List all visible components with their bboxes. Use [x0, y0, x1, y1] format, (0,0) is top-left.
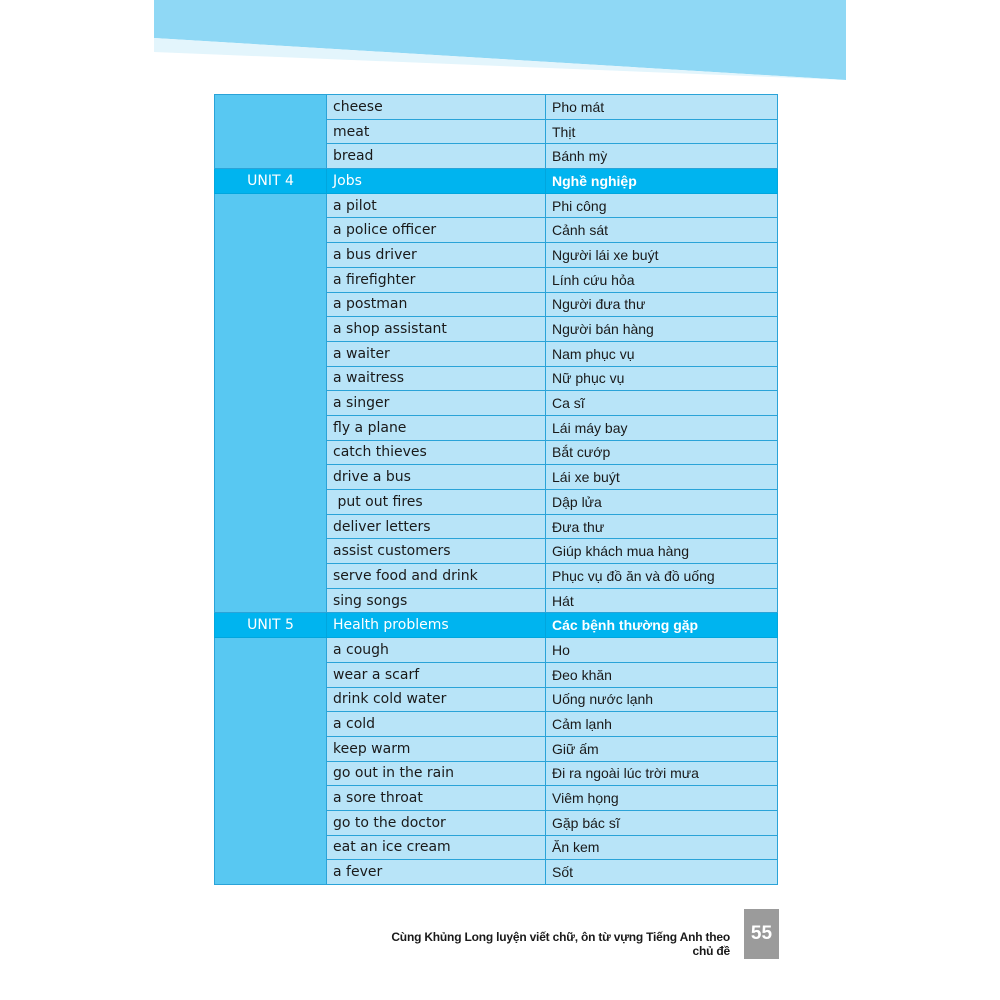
word-vietnamese: Người lái xe buýt — [546, 243, 778, 268]
table-row — [215, 638, 778, 663]
topic-vietnamese: Nghề nghiệp — [546, 169, 778, 194]
word-english: drive a bus — [327, 465, 546, 490]
word-vietnamese: Đi ra ngoài lúc trời mưa — [546, 761, 778, 786]
word-vietnamese: Đeo khăn — [546, 662, 778, 687]
word-vietnamese: Người bán hàng — [546, 317, 778, 342]
word-english: meat — [327, 119, 546, 144]
word-english: cheese — [327, 95, 546, 120]
unit-header-row — [215, 169, 778, 194]
word-vietnamese: Lái máy bay — [546, 415, 778, 440]
vocabulary-table-body — [215, 95, 778, 885]
word-english: drink cold water — [327, 687, 546, 712]
unit-label: UNIT 4 — [215, 169, 327, 194]
topic-english: Health problems — [327, 613, 546, 638]
word-english: serve food and drink — [327, 564, 546, 589]
word-english: sing songs — [327, 588, 546, 613]
word-english: bread — [327, 144, 546, 169]
word-english: a waiter — [327, 341, 546, 366]
unit-header-row — [215, 613, 778, 638]
top-banner — [154, 0, 846, 80]
word-english: wear a scarf — [327, 662, 546, 687]
unit-group-cell — [215, 638, 327, 885]
word-english: a cold — [327, 712, 546, 737]
page-number-tab: 55 — [744, 909, 779, 959]
word-vietnamese: Phục vụ đồ ăn và đồ uống — [546, 564, 778, 589]
word-english: a waitress — [327, 366, 546, 391]
word-vietnamese: Cảm lạnh — [546, 712, 778, 737]
word-vietnamese: Giữ ấm — [546, 736, 778, 761]
banner-shape — [154, 0, 846, 80]
footer-caption: Cùng Khủng Long luyện viết chữ, ôn từ vựng Tiếng Anh theo chủ đề — [391, 930, 730, 958]
table-row — [215, 95, 778, 120]
word-vietnamese: Hát — [546, 588, 778, 613]
table-row — [215, 193, 778, 218]
word-english: eat an ice cream — [327, 835, 546, 860]
word-english: a fever — [327, 860, 546, 885]
word-english: fly a plane — [327, 415, 546, 440]
word-english: a postman — [327, 292, 546, 317]
topic-vietnamese: Các bệnh thường gặp — [546, 613, 778, 638]
word-english: assist customers — [327, 539, 546, 564]
unit-group-cell — [215, 193, 327, 613]
word-vietnamese: Viêm họng — [546, 786, 778, 811]
word-vietnamese: Sốt — [546, 860, 778, 885]
word-vietnamese: Nam phục vụ — [546, 341, 778, 366]
word-english: go to the doctor — [327, 810, 546, 835]
unit-group-cell — [215, 95, 327, 169]
word-english: a bus driver — [327, 243, 546, 268]
word-english: a sore throat — [327, 786, 546, 811]
word-english: deliver letters — [327, 514, 546, 539]
word-english: a police officer — [327, 218, 546, 243]
word-english: go out in the rain — [327, 761, 546, 786]
word-vietnamese: Bắt cướp — [546, 440, 778, 465]
word-english: a pilot — [327, 193, 546, 218]
word-vietnamese: Gặp bác sĩ — [546, 810, 778, 835]
word-english: a shop assistant — [327, 317, 546, 342]
word-vietnamese: Bánh mỳ — [546, 144, 778, 169]
word-english: keep warm — [327, 736, 546, 761]
vocabulary-table — [214, 94, 778, 885]
word-vietnamese: Ăn kem — [546, 835, 778, 860]
word-vietnamese: Cảnh sát — [546, 218, 778, 243]
word-vietnamese: Ho — [546, 638, 778, 663]
word-vietnamese: Pho mát — [546, 95, 778, 120]
unit-label: UNIT 5 — [215, 613, 327, 638]
word-vietnamese: Đưa thư — [546, 514, 778, 539]
word-vietnamese: Phi công — [546, 193, 778, 218]
word-vietnamese: Dập lửa — [546, 490, 778, 515]
topic-english: Jobs — [327, 169, 546, 194]
word-english: a cough — [327, 638, 546, 663]
word-vietnamese: Lái xe buýt — [546, 465, 778, 490]
word-vietnamese: Uống nước lạnh — [546, 687, 778, 712]
word-english: catch thieves — [327, 440, 546, 465]
word-vietnamese: Ca sĩ — [546, 391, 778, 416]
word-vietnamese: Lính cứu hỏa — [546, 267, 778, 292]
word-vietnamese: Thịt — [546, 119, 778, 144]
word-vietnamese: Người đưa thư — [546, 292, 778, 317]
word-english: a singer — [327, 391, 546, 416]
word-english: a firefighter — [327, 267, 546, 292]
word-english: put out fires — [327, 490, 546, 515]
word-vietnamese: Giúp khách mua hàng — [546, 539, 778, 564]
word-vietnamese: Nữ phục vụ — [546, 366, 778, 391]
